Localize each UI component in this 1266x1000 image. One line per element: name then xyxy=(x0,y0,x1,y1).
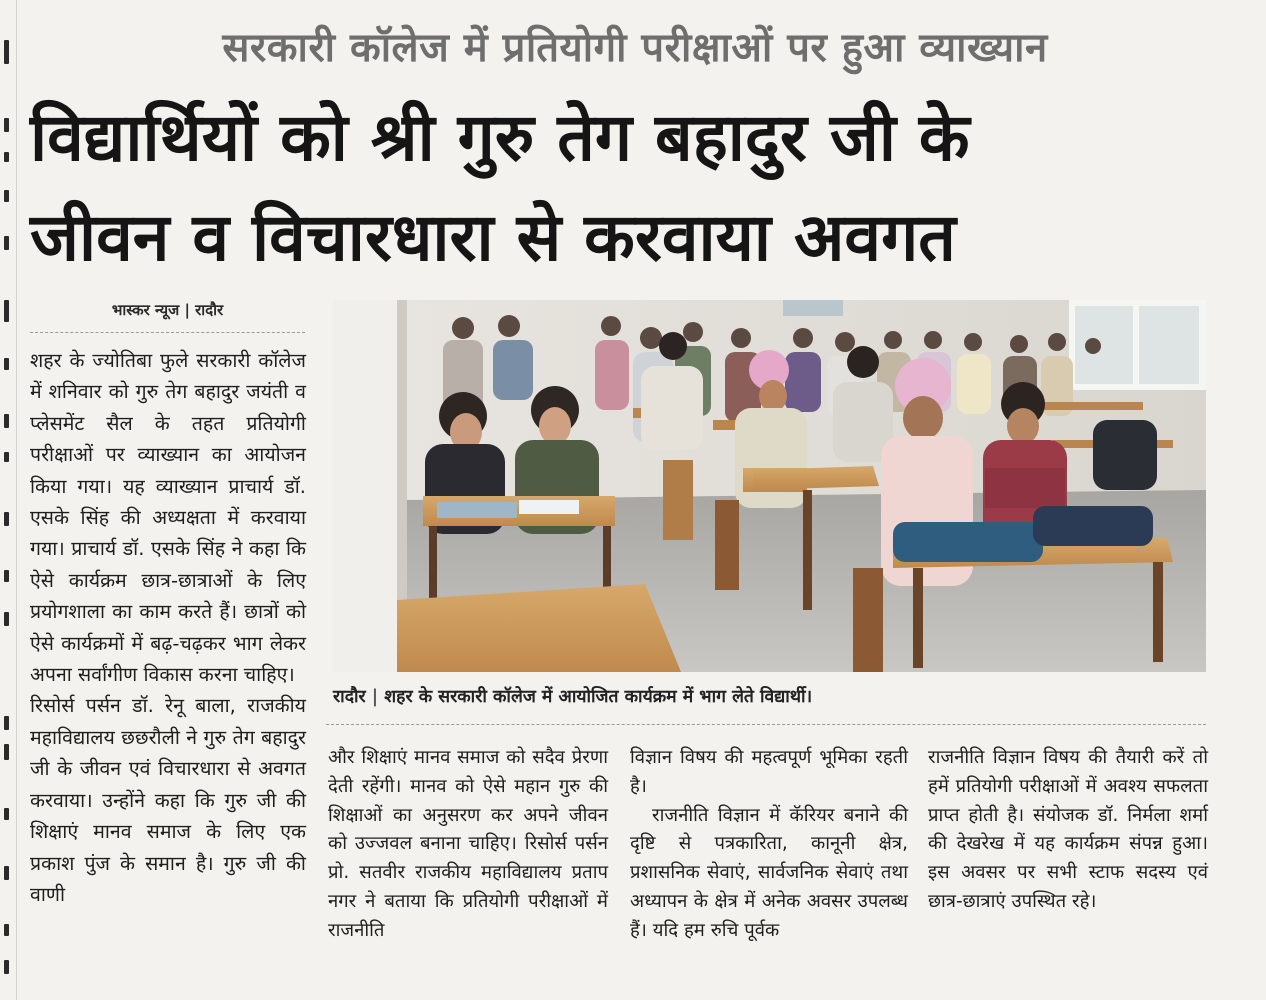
body-paragraph: राजनीति विज्ञान विषय की तैयारी करें तो हमें प्रतियोगी परीक्षाओं में अवश्य सफलता प्राप्त होती है। संयोजक डॉ. निर्मला शर्मा की देखरेख में यह कार्यक्रम संपन्न हुआ। इस अवसर पर सभी स्टाफ सदस्य एवं छात्र-छात्राएं उपस्थित रहे। xyxy=(928,747,1208,912)
headline-line-1: विद्यार्थियों को श्री गुरु तेग बहादुर जी के xyxy=(30,99,970,176)
caption-divider xyxy=(326,724,1206,725)
article-headline xyxy=(30,88,1230,288)
body-paragraph: रिसोर्स पर्सन डॉ. रेनू बाला, राजकीय महाविद्यालय छछरौली ने गुरु तेग बहादुर जी के जीवन एवं विचारधारा से अवगत करवाया। उन्होंने कहा कि गुरु जी की शिक्षाएं मानव समाज के लिए एक प्रकाश पुंज के समान है। गुरु जी की वाणी xyxy=(30,694,306,906)
article-kicker: सरकारी कॉलेज में प्रतियोगी परीक्षाओं पर हुआ व्याख्यान xyxy=(222,25,1048,71)
byline: भास्कर न्यूज | रादौर xyxy=(111,301,224,319)
caption-separator: | xyxy=(371,687,385,707)
body-column-4 xyxy=(928,744,1208,917)
classroom-photo xyxy=(333,300,1206,672)
body-paragraph: विज्ञान विषय की महत्वपूर्ण भूमिका रहती है। xyxy=(630,747,908,797)
body-column-1 xyxy=(30,345,306,910)
body-paragraph: राजनीति विज्ञान में कॅरियर बनाने की दृष्टि से पत्रकारिता, कानूनी क्षेत्र, प्रशासनिक सेवाएं, सार्वजनिक सेवाएं तथा अध्यापन के क्षेत्र में अनेक अवसर उपलब्ध हैं। यदि हम रुचि पूर्वक xyxy=(630,804,908,941)
body-column-3 xyxy=(630,744,908,946)
body-paragraph: और शिक्षाएं मानव समाज को सदैव प्रेरणा देती रहेंगी। मानव को ऐसे महान गुरु की शिक्षाओं का अनुसरण कर अपने जीवन को उज्जवल बनाना चाहिए। रिसोर्स पर्सन प्रो. सतवीर राजकीय महाविद्यालय प्रताप नगर ने बताया कि प्रतियोगी परीक्षाओं में राजनीति xyxy=(328,747,608,941)
caption-place: रादौर xyxy=(333,687,366,707)
body-paragraph: शहर के ज्योतिबा फुले सरकारी कॉलेज में शनिवार को गुरु तेग बहादुर जयंती व प्लेसमेंट सैल के तहत प्रतियोगी परीक्षाओं पर व्याख्यान का आयोजन किया गया। यह व्याख्यान प्राचार्य डॉ. एसके सिंह की अध्यक्षता में करवाया गया। प्राचार्य डॉ. एसके सिंह ने कहा कि ऐसे कार्यक्रम छात्र-छात्राओं के लिए प्रयोगशाला का काम करते हैं। छात्रों को ऐसे कार्यक्रमों में बढ़-चढ़कर भाग लेकर अपना सर्वांगीण विकास करना चाहिए। xyxy=(30,349,306,687)
classroom-photo-illustration xyxy=(333,300,1206,672)
body-column-2 xyxy=(328,744,608,946)
adjacent-column-edge xyxy=(0,0,17,1000)
photo-caption xyxy=(333,684,1206,708)
caption-text: शहर के सरकारी कॉलेज में आयोजित कार्यक्रम में भाग लेते विद्यार्थी। xyxy=(384,687,813,707)
headline-line-2: जीवन व विचारधारा से करवाया अवगत xyxy=(30,199,956,276)
byline-divider xyxy=(30,332,305,333)
